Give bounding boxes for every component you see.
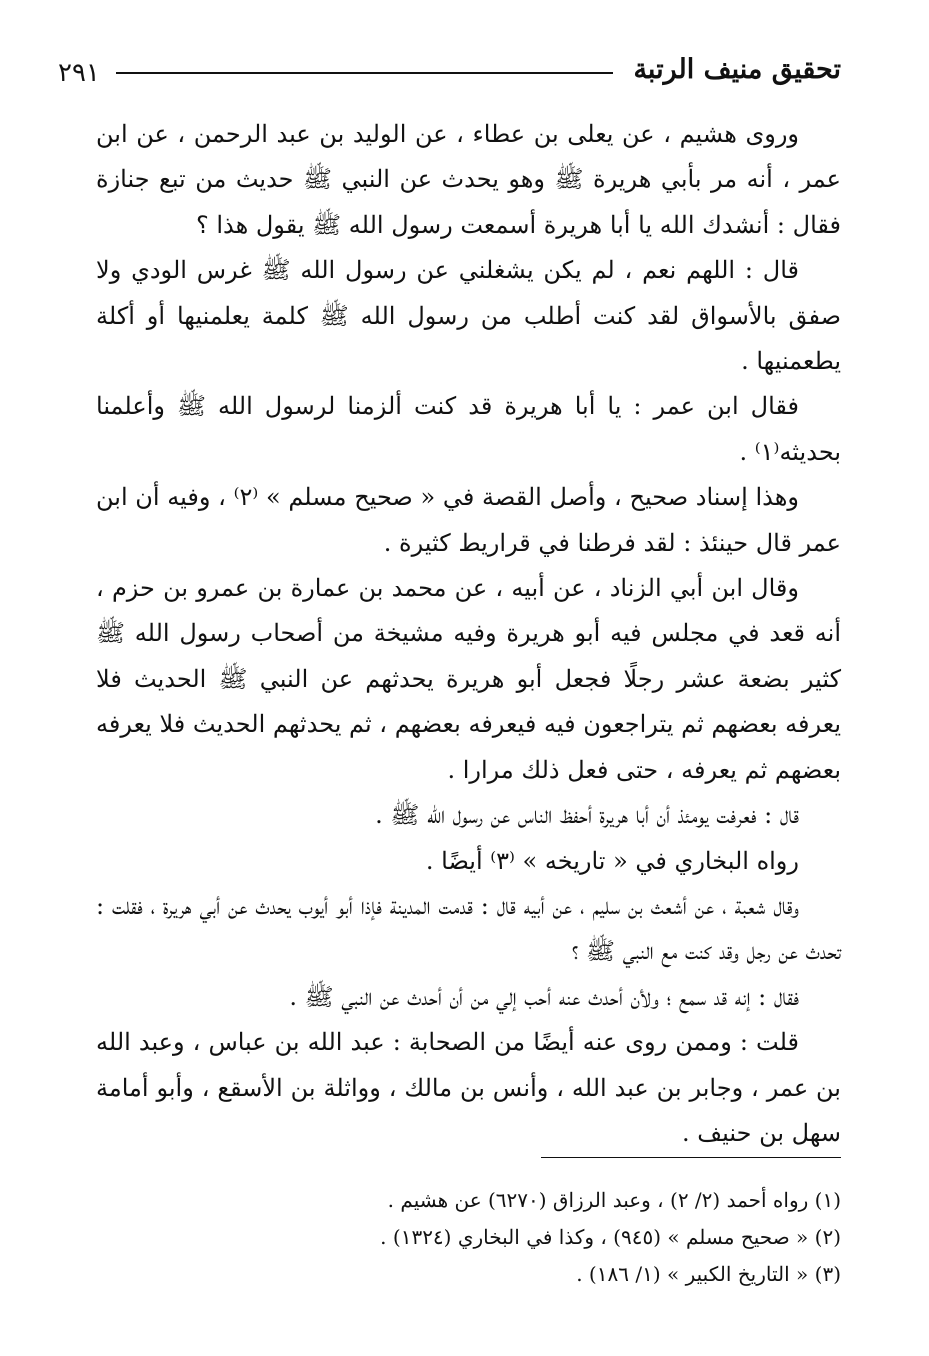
main-text — [96, 112, 841, 1156]
paragraph: قال : اللهم نعم ، لم يكن يشغلني عن رسول الله ﷺ غرس الودي ولا صفق بالأسواق لقد كنت أطلب من رسول الله ﷺ كلمة يعلمنيها أو أكلة يطعمنيها . — [96, 256, 841, 376]
paragraph: قال : فعرفت يومئذ أن أبا هريرة أحفظ الناس عن رسول الله ﷺ . — [375, 801, 799, 830]
footnote: (١) رواه أحمد (٢/ ٢) ، وعبد الرزاق (٦٢٧٠) عن هشيم . — [387, 1188, 841, 1212]
paragraph: وقال شعبة ، عن أشعث بن سليم ، عن أبيه قال : قدمت المدينة فإذا أبو أيوب يحدث عن أبي هريرة ، فقلت : تحدث عن رجل وقد كنت مع النبي ﷺ ؟ — [96, 891, 841, 966]
paragraph: وهذا إسناد صحيح ، وأصل القصة في « صحيح مسلم » ⁽٢⁾ ، وفيه أن ابن عمر قال حينئذ : لقد فرطنا في قراريط كثيرة . — [96, 483, 841, 557]
header-title: تحقيق منيف الرتبة — [633, 54, 841, 85]
footnote-separator — [541, 1157, 841, 1158]
running-header — [58, 50, 841, 90]
paragraph: فقال : إنه قد سمع ؛ ولأن أحدث عنه أحب إلي من أن أحدث عن النبي ﷺ . — [289, 982, 799, 1011]
header-rule — [116, 72, 613, 74]
footnotes — [96, 1182, 841, 1293]
footnote: (٢) « صحيح مسلم » (٩٤٥) ، وكذا في البخاري (١٣٢٤) . — [380, 1225, 841, 1249]
paragraph: قلت : وممن روى عنه أيضًا من الصحابة : عبد الله بن عباس ، وعبد الله بن عمر ، وجابر بن عبد الله ، وأنس بن مالك ، وواثلة بن الأسقع ، وأبو أمامة سهل بن حنيف . — [96, 1028, 841, 1147]
page-number: ٢٩١ — [58, 58, 100, 88]
paragraph: فقال ابن عمر : يا أبا هريرة قد كنت ألزمنا لرسول الله ﷺ وأعلمنا بحديثه⁽١⁾ . — [96, 392, 841, 466]
paragraph: رواه البخاري في « تاريخه » ⁽٣⁾ أيضًا . — [425, 846, 799, 875]
paragraph: وروى هشيم ، عن يعلى بن عطاء ، عن الوليد بن عبد الرحمن ، عن ابن عمر ، أنه مر بأبي هريرة ﷺ وهو يحدث عن النبي ﷺ حديث من تبع جنازة فقال : أنشدك الله يا أبا هريرة أسمعت رسول الله ﷺ يقول هذا ؟ — [96, 120, 841, 239]
footnote: (٣) « التاريخ الكبير » (١/ ١٨٦) . — [576, 1262, 841, 1286]
paragraph: وقال ابن أبي الزناد ، عن أبيه ، عن محمد بن عمارة بن عمرو بن حزم ، أنه قعد في مجلس فيه أبو هريرة وفيه مشيخة من أصحاب رسول الله ﷺ كثير بضعة عشر رجلًا فجعل أبو هريرة يحدثهم عن النبي ﷺ الحديث فلا يعرفه بعضهم ثم يتراجعون فيه فيعرفه بعضهم ، ثم يحدثهم الحديث فلا يعرفه بعضهم ثم يعرفه ، حتى فعل ذلك مرارا . — [96, 574, 841, 784]
